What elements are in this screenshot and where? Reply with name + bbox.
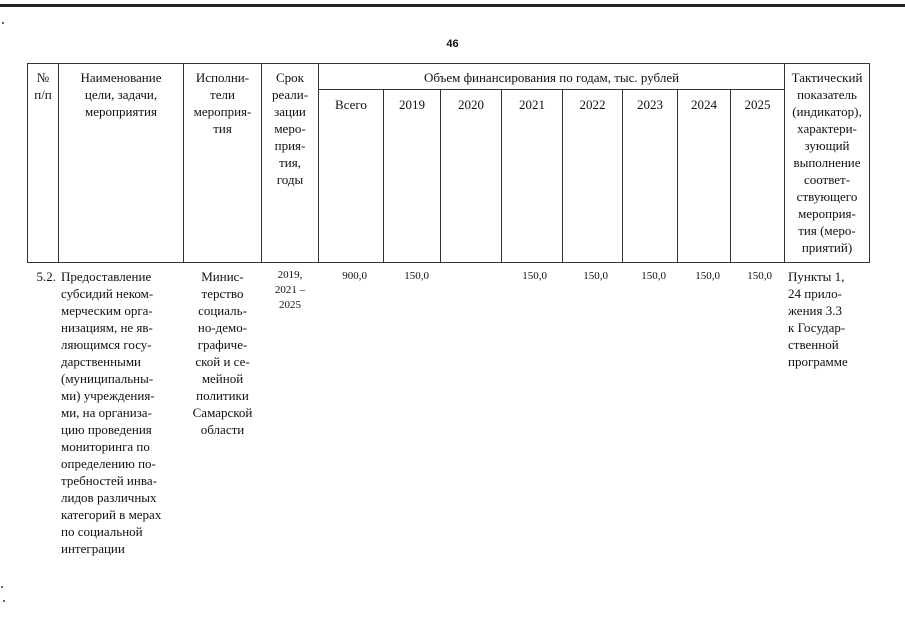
header-term: Срок реали- зации меро- прия- тия, годы <box>271 70 309 187</box>
row-number: 5.2. <box>36 269 56 284</box>
row-name-line: ми, на организа- <box>61 405 152 420</box>
header-year-2021: 2021 <box>519 97 545 112</box>
header-executors: Исполни- тели мероприя- тия <box>193 70 252 136</box>
col-divider <box>730 89 731 263</box>
row-name-line: категорий в мерах <box>61 507 162 522</box>
row-indicator-line: к Государ- <box>788 320 846 335</box>
row-name-line: мерческим орга- <box>61 303 153 318</box>
row-name-line: мониторинга по <box>61 439 150 454</box>
header-bottom-border <box>27 262 869 263</box>
header-year-2019: 2019 <box>399 97 425 112</box>
value-2019: 150,0 <box>404 270 429 282</box>
row-name-line: субсидий неком- <box>61 286 154 301</box>
row-name-line: по социальной <box>61 524 143 539</box>
value-2024: 150,0 <box>695 270 720 282</box>
row-name-line: определению по- <box>61 456 156 471</box>
header-funding-title: Объем финансирования по годам, тыс. рублей <box>423 70 680 85</box>
row-name-line: требностей инва- <box>61 473 157 488</box>
value-2023: 150,0 <box>641 270 666 282</box>
row-term: 2019, 2021 – 2025 <box>274 269 306 311</box>
scan-speck <box>1 586 3 588</box>
row-name-line: Предоставление <box>61 269 152 284</box>
page-number: 46 <box>446 38 459 50</box>
header-number: № п/п <box>34 70 52 102</box>
col-divider <box>501 89 502 263</box>
row-indicator-line: Пункты 1, <box>788 269 845 284</box>
row-name-line: цию проведения <box>61 422 152 437</box>
col-divider <box>677 89 678 263</box>
value-total: 900,0 <box>342 270 367 282</box>
header-year-2024: 2024 <box>691 97 717 112</box>
scan-speck <box>2 22 4 24</box>
table-top-border <box>27 63 869 64</box>
row-indicator <box>788 268 868 370</box>
row-executors: Минис- терство социаль- но-демо- графиче- ской и се- мейной политики Самарской области <box>192 269 253 437</box>
col-divider <box>318 63 319 263</box>
funding-title-divider <box>318 89 784 90</box>
header-year-2022: 2022 <box>579 97 606 112</box>
row-name-line: ляющимся госу- <box>61 337 152 352</box>
row-indicator-line: 24 прило- <box>788 286 842 301</box>
value-2021: 150,0 <box>522 270 547 282</box>
row-indicator-line: жения 3.3 <box>788 303 842 318</box>
row-name <box>61 268 181 557</box>
row-indicator-line: ственной <box>788 337 839 352</box>
col-divider <box>869 63 870 263</box>
header-indicator: Тактический показатель (индикатор), характери- зующий выполнение соответ- ствующего мероприя- тия (меро- приятий) <box>791 70 863 255</box>
header-year-total: Всего <box>335 97 367 112</box>
row-name-line: интеграции <box>61 541 125 556</box>
col-divider <box>383 89 384 263</box>
scan-speck <box>3 600 5 602</box>
row-name-line: лидов различных <box>61 490 157 505</box>
col-divider <box>440 89 441 263</box>
row-name-line: ми) учреждения- <box>61 388 155 403</box>
top-rule <box>0 4 905 7</box>
row-name-line: (муниципальны- <box>61 371 154 386</box>
header-year-2025: 2025 <box>744 97 771 112</box>
header-year-2020: 2020 <box>458 97 484 112</box>
row-name-line: низациям, не яв- <box>61 320 153 335</box>
header-name: Наименование цели, задачи, мероприятия <box>80 70 162 119</box>
col-divider <box>622 89 623 263</box>
header-year-2023: 2023 <box>637 97 663 112</box>
row-indicator-line: программе <box>788 354 848 369</box>
value-2022: 150,0 <box>583 270 608 282</box>
value-2025: 150,0 <box>747 270 772 282</box>
col-divider <box>562 89 563 263</box>
row-name-line: дарственными <box>61 354 141 369</box>
